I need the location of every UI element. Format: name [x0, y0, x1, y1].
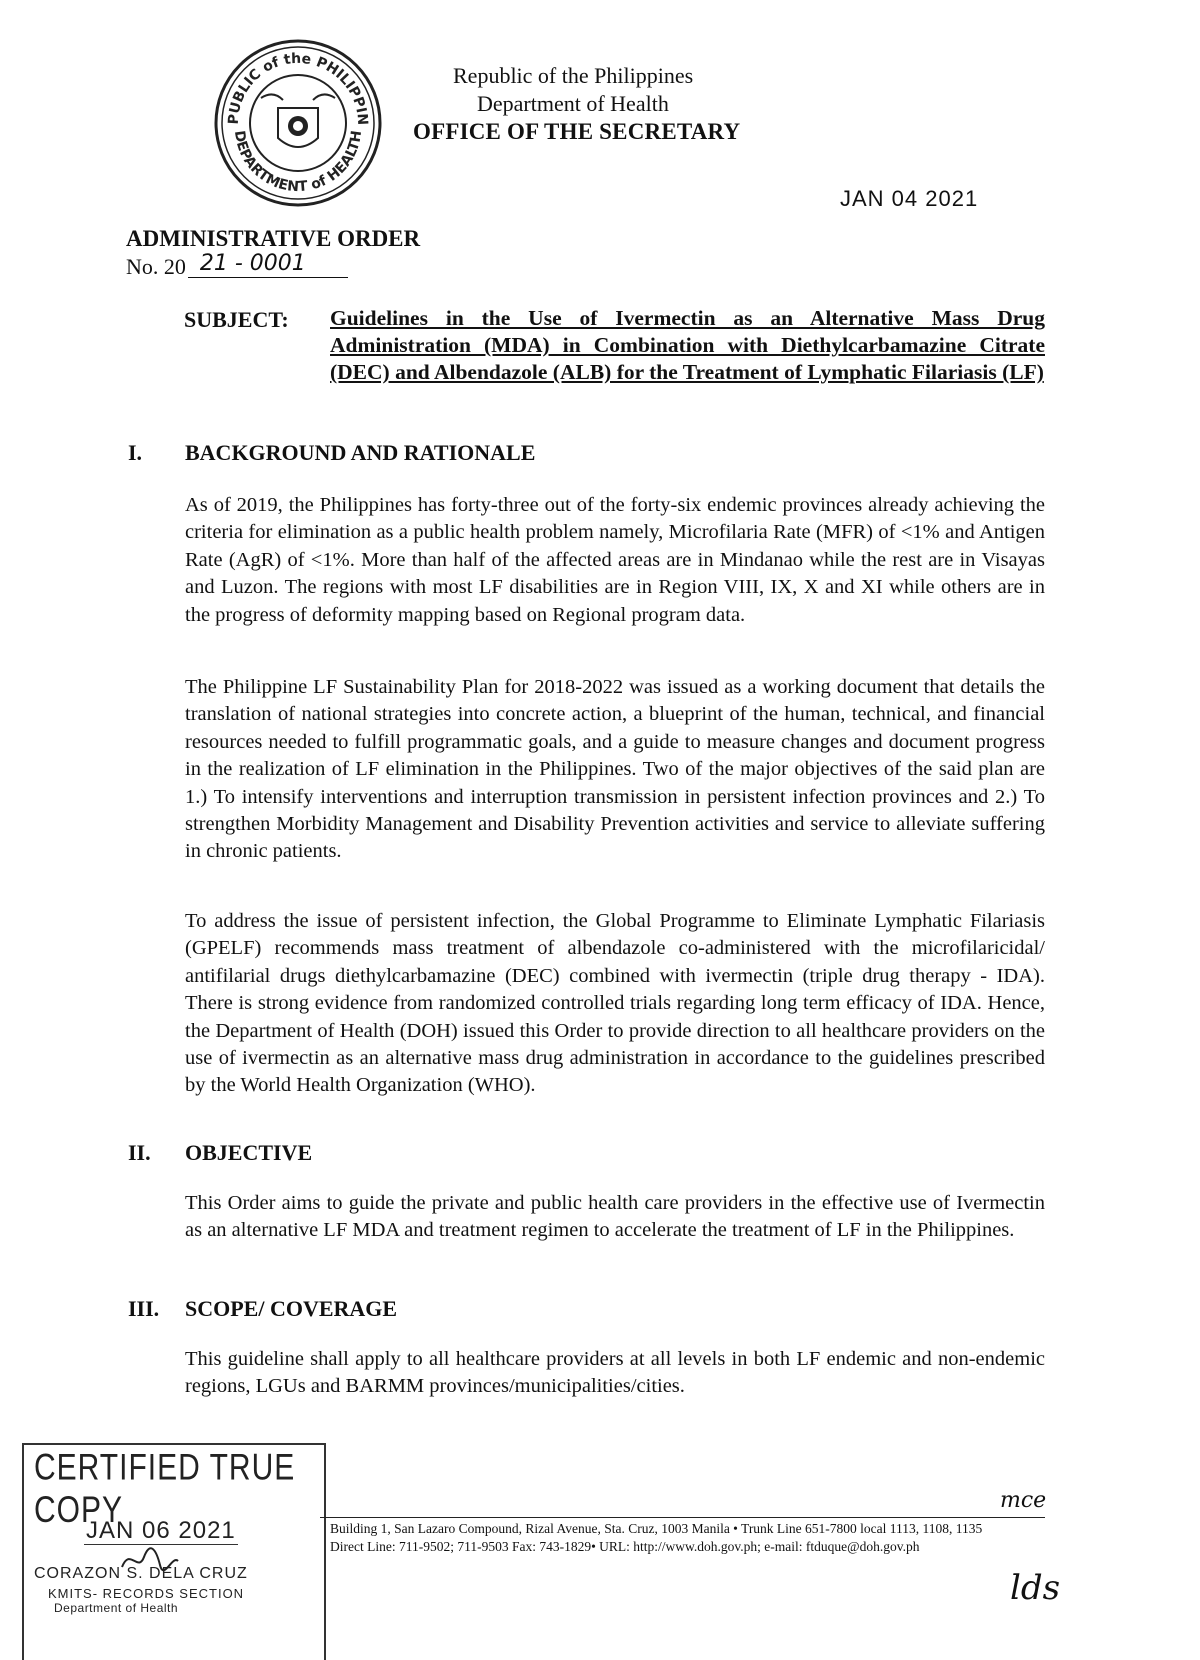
letterhead-country: Republic of the Philippines: [453, 63, 694, 88]
svg-text:REPUBLIC of the PHILIPPINES: PUBLIC of the PHILIPPIN: [225, 50, 371, 126]
stamp-section: KMITS- RECORDS SECTION: [48, 1586, 245, 1601]
doh-seal-icon: [213, 38, 383, 208]
letterhead-office: OFFICE OF THE SECRETARY: [413, 119, 741, 144]
order-number-prefix: No. 20: [126, 254, 186, 279]
order-title: ADMINISTRATIVE ORDER: [126, 226, 421, 251]
stamp-name: CORAZON S. DELA CRUZ: [34, 1565, 248, 1582]
section-1-title: BACKGROUND AND RATIONALE: [185, 440, 536, 465]
stamp-title: CERTIFIED TRUE COPY: [34, 1447, 296, 1531]
section-3-number: III.: [128, 1296, 160, 1321]
letterhead-department: Department of Health: [477, 91, 669, 116]
section-3-paragraph-1: This guideline shall apply to all healthcare providers at all levels in both LF endemic and non-endemic regions, LGUs and BARMM provinces/municipalities/cities.: [185, 1348, 1045, 1398]
order-number-line: [188, 251, 348, 278]
letterhead: [405, 62, 825, 146]
page-initials: lds: [1010, 1568, 1061, 1608]
svg-text:DEPARTMENT of HEALTH: DEPARTMENT of HEALTH: [230, 129, 366, 196]
footer-divider: [320, 1517, 1045, 1518]
footer-address: Building 1, San Lazaro Compound, Rizal Avenue, Sta. Cruz, 1003 Manila • Trunk Line 651-7800 local 1113, 1108, 1135: [330, 1521, 983, 1536]
subject-text: Guidelines in the Use of Ivermectin as an Alternative Mass Drug Administration (MDA) in Combination with Diethylcarbamazine Citrate (DEC) and Albendazole (ALB) for the Treatment of Lymphatic Filariasis (LF): [330, 306, 1045, 384]
order-number-handwritten: 21 - 0001: [199, 251, 306, 276]
footer-initials: mce: [1000, 1488, 1047, 1513]
section-2-paragraph-1: This Order aims to guide the private and public health care providers in the effective use of Ivermectin as an alternative LF MDA and treatment regimen to accelerate the treatment of LF in the Philippines.: [185, 1192, 1045, 1242]
section-3-title: SCOPE/ COVERAGE: [185, 1296, 398, 1321]
section-2-title: OBJECTIVE: [185, 1140, 313, 1165]
subject-label: SUBJECT:: [184, 307, 289, 332]
section-1-paragraph-1: As of 2019, the Philippines has forty-three out of the forty-six endemic provinces already achieving the criteria for elimination as a public health problem namely, Microfilaria Rate (MFR) of <1% and Antigen Rate (AgR) of <1%. More than half of the affected areas are in Mindanao while the rest are in Visayas and Luzon. The regions with most LF disabilities are in Region VIII, IX, X and XI while others are in the progress of deformity mapping based on Regional program data.: [185, 494, 1045, 626]
doh-seal: [213, 38, 383, 208]
footer-contact: Direct Line: 711-9502; 711-9503 Fax: 743-1829• URL: http://www.doh.gov.ph; e-mail: ftduque@doh.gov.ph: [330, 1539, 920, 1554]
section-1-number: I.: [128, 440, 143, 465]
stamp-date: JAN 06 2021: [86, 1517, 236, 1544]
order-date: JAN 04 2021: [840, 186, 979, 211]
section-1-paragraph-2: The Philippine LF Sustainability Plan for 2018-2022 was issued as a working document that details the translation of national strategies into concrete action, a blueprint of the human, technical, and financial resources needed to fulfill programmatic goals, and a guide to measure changes and document progress in the realization of LF elimination in the Philippines. Two of the major objectives of the said plan are 1.) To intensify interventions and interruption transmission in persistent infection provinces and 2.) To strengthen Morbidity Management and Disability Prevention activities and service to alleviate suffering in chronic patients.: [185, 676, 1045, 863]
section-1-paragraph-3: To address the issue of persistent infection, the Global Programme to Eliminate Lymphatic Filariasis (GPELF) recommends mass treatment of albendazole co-administered with the microfilaricidal/ antifilarial drugs diethylcarbamazine (DEC) combined with ivermectin (triple drug therapy - IDA). There is strong evidence from randomized controlled trials regarding long term efficacy of IDA. Hence, the Department of Health (DOH) issued this Order to provide direction to all healthcare providers on the use of ivermectin as an alternative mass drug administration in accordance to the guidelines prescribed by the World Health Organization (WHO).: [185, 910, 1045, 1097]
section-2-number: II.: [128, 1140, 151, 1165]
certified-true-copy-stamp: [22, 1443, 326, 1660]
stamp-department: Department of Health: [54, 1601, 179, 1615]
order-number: [126, 251, 348, 280]
